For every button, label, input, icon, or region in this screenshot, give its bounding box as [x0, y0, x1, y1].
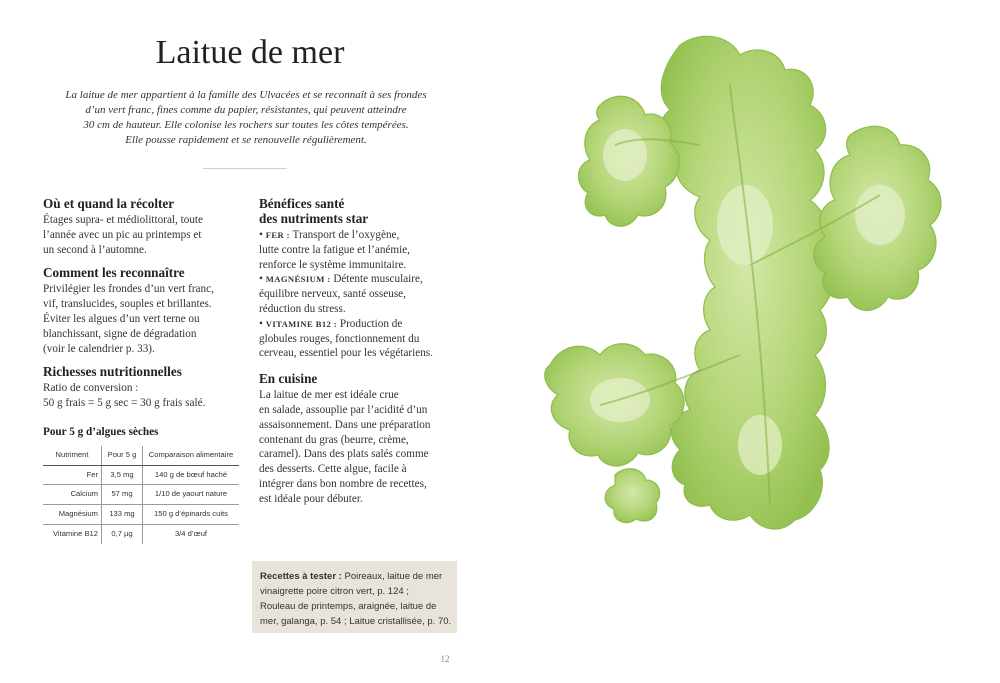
benefits-section [259, 196, 459, 361]
recognize-line: Privilégier les frondes d’un vert franc, [43, 283, 214, 296]
benefit-text: Production de [339, 317, 403, 330]
cooking-heading: En cuisine [259, 371, 318, 387]
cooking-line: en salade, assouplie par l’acidité d’un [259, 403, 428, 416]
table-cell: Magnésium [43, 505, 102, 525]
cooking-line: des desserts. Cette algue, facile à [259, 463, 407, 476]
table-cell: 0,7 µg [102, 524, 143, 543]
divider [203, 168, 287, 169]
benefit-text: Détente musculaire, [333, 273, 423, 286]
intro-line: La laitue de mer appartient à la famille des Ulvacées et se reconnaît à ses frondes [65, 89, 427, 101]
benefit-label: VITAMINE B12 : [265, 318, 338, 329]
table-header-cell: Nutriment [43, 446, 102, 465]
benefits-heading-line: des nutriments star [259, 211, 369, 226]
recipes-text: mer, galanga, p. 54 ; Laitue cristallisée, p. 70. [260, 616, 452, 627]
benefit-text: équilibre nerveux, santé osseuse, [259, 288, 406, 301]
table-cell: Vitamine B12 [43, 524, 102, 543]
cooking-line: La laitue de mer est idéale crue [259, 389, 399, 402]
recognize-line: (voir le calendrier p. 33). [43, 342, 155, 355]
nutrition-table [43, 446, 239, 544]
recognize-line: Éviter les algues d’un vert terne ou [43, 312, 200, 325]
benefit-label: FER : [265, 230, 290, 240]
recipes-text: Rouleau de printemps, araignée, laitue de [260, 601, 437, 612]
recognize-section [43, 265, 253, 356]
page-number: 12 [440, 654, 450, 664]
harvest-heading: Où et quand la récolter [43, 196, 175, 211]
benefits-heading-line: Bénéfices santé [259, 196, 345, 211]
table-row [43, 505, 239, 525]
recipes-box [252, 561, 457, 633]
table-header-cell: Comparaison alimentaire [143, 446, 240, 465]
left-column [43, 196, 253, 544]
recipes-text: vinaigrette poire citron vert, p. 124 ; [260, 586, 409, 597]
table-header-row [43, 446, 239, 465]
benefit-text: Transport de l’oxygène, [292, 229, 400, 241]
nutrition-line: 50 g frais = 5 g sec = 30 g frais salé. [43, 397, 206, 410]
table-cell: 3/4 d’œuf [174, 528, 208, 538]
cooking-line: est idéale pour débuter. [259, 492, 363, 505]
table-cell: 57 mg [102, 485, 143, 505]
benefit-item: • FER : Transport de l’oxygène, lutte contre la fatigue et l’anémie, renforce le système immunitaire. [259, 228, 459, 272]
table-cell: 140 g de bœuf haché [143, 465, 240, 485]
nutrition-line: Ratio de conversion : [43, 382, 139, 395]
harvest-line: Étages supra- et médiolittoral, toute [43, 214, 203, 226]
cooking-line: caramel). Dans des plats salés comme [259, 448, 429, 461]
intro-paragraph [60, 88, 432, 148]
table-cell: 3,5 mg [102, 465, 143, 485]
table-title: Pour 5 g d’algues sèches [43, 425, 159, 438]
benefit-item: • MAGNÉSIUM : Détente musculaire, équilibre nerveux, santé osseuse, réduction du stress. [259, 272, 459, 316]
benefit-item: • VITAMINE B12 : Production de globules rouges, fonctionnement du cerveau, essentiel pour les végétariens. [259, 317, 459, 361]
table-row [43, 524, 239, 543]
benefit-text: cerveau, essentiel pour les végétariens. [259, 347, 433, 360]
cooking-line: contenant du gras (beurre, crème, [259, 433, 409, 446]
recipes-text: Poireaux, laitue de mer [341, 571, 443, 582]
benefit-text: lutte contre la fatigue et l’anémie, [259, 243, 410, 256]
intro-line: d’un vert franc, fines comme du papier, résistantes, qui peuvent atteindre [85, 104, 407, 116]
cooking-line: intégrer dans bon nombre de recettes, [259, 477, 427, 490]
harvest-section [43, 196, 253, 257]
table-cell: Fer [43, 465, 102, 485]
page-title: Laitue de mer [155, 34, 345, 71]
table-row [43, 485, 239, 505]
recipes-label: Recettes à tester : [260, 571, 342, 582]
intro-line: Elle pousse rapidement et se renouvelle régulièrement. [125, 134, 367, 146]
recognize-line: blanchissant, signe de dégradation [43, 327, 197, 340]
nutrition-section [43, 364, 253, 411]
nutrition-heading: Richesses nutritionnelles [43, 364, 182, 380]
recognize-line: vif, translucides, souples et brillantes. [43, 298, 212, 311]
right-column [259, 196, 459, 515]
benefit-label: MAGNÉSIUM : [265, 274, 331, 285]
table-cell: 150 g d’épinards cuits [143, 505, 240, 525]
table-cell: 1/10 de yaourt nature [143, 485, 240, 505]
benefit-text: réduction du stress. [259, 302, 346, 315]
table-row [43, 465, 239, 485]
sea-lettuce-illustration [530, 25, 970, 565]
cooking-section [259, 371, 459, 506]
harvest-line: l’année avec un pic au printemps et [43, 228, 202, 241]
benefit-text: renforce le système immunitaire. [259, 258, 407, 271]
benefit-text: globules rouges, fonctionnement du [259, 332, 420, 345]
table-header-cell: Pour 5 g [102, 446, 143, 465]
harvest-line: un second à l’automne. [43, 243, 147, 256]
table-cell: Calcium [43, 485, 102, 505]
intro-line: 30 cm de hauteur. Elle colonise les rochers sur toutes les côtes tempérées. [83, 119, 409, 131]
cooking-line: assaisonnement. Dans une préparation [259, 418, 431, 431]
recognize-heading: Comment les reconnaître [43, 265, 185, 281]
benefits-heading [259, 196, 459, 226]
table-cell: 133 mg [102, 505, 143, 525]
